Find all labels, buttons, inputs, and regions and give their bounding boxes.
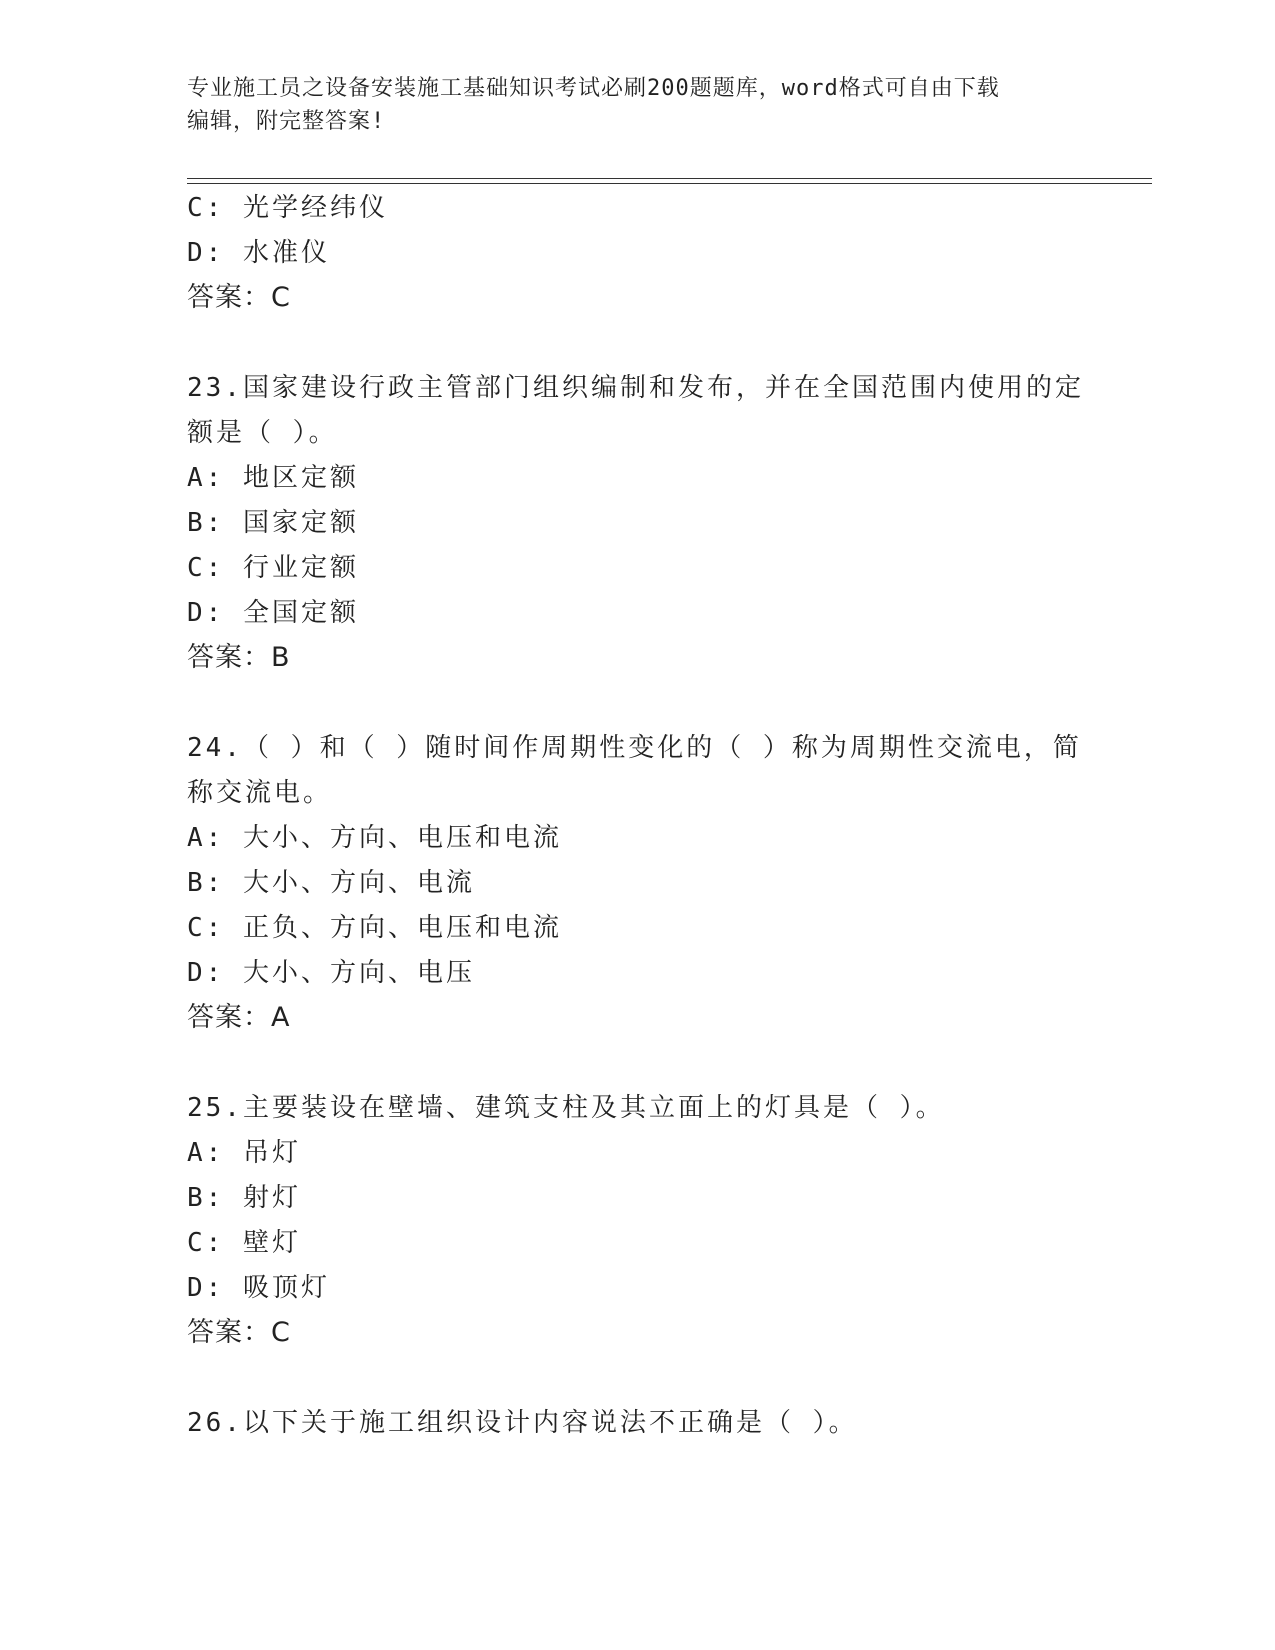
header-rule-top: [187, 178, 1152, 179]
q26-stem-line-1: 26.以下关于施工组织设计内容说法不正确是（ ）。: [187, 1408, 858, 1438]
prev-option-c: C: 光学经纬仪: [187, 193, 388, 223]
q23-answer: 答案：B: [187, 642, 291, 673]
q25-option-d: D: 吸顶灯: [187, 1273, 330, 1303]
q24-option-b: B: 大小、方向、电流: [187, 868, 475, 898]
q23-option-b: B: 国家定额: [187, 508, 359, 538]
q23-option-d: D: 全国定额: [187, 598, 359, 628]
q24-stem-line-1: 24.（ ）和（ ）随时间作周期性变化的（ ）称为周期性交流电，简: [187, 733, 1082, 763]
q25-answer: 答案：C: [187, 1317, 291, 1348]
prev-answer: 答案：C: [187, 282, 291, 313]
prev-option-d: D: 水准仪: [187, 238, 330, 268]
q24-answer: 答案：A: [187, 1002, 291, 1033]
q24-stem-line-2: 称交流电。: [187, 778, 333, 808]
q25-option-c: C: 壁灯: [187, 1228, 301, 1258]
q23-option-a: A: 地区定额: [187, 463, 359, 493]
header-line-1: 专业施工员之设备安装施工基础知识考试必刷200题题库，word格式可自由下载: [187, 76, 1000, 101]
q24-option-d: D: 大小、方向、电压: [187, 958, 475, 988]
header-line-2: 编辑，附完整答案!: [187, 109, 386, 134]
q24-option-a: A: 大小、方向、电压和电流: [187, 823, 562, 853]
document-header: [187, 72, 1087, 138]
q23-stem-line-1: 23.国家建设行政主管部门组织编制和发布，并在全国范围内使用的定: [187, 373, 1084, 403]
q25-option-b: B: 射灯: [187, 1183, 301, 1213]
q24-option-c: C: 正负、方向、电压和电流: [187, 913, 562, 943]
q25-stem-line-1: 25.主要装设在壁墙、建筑支柱及其立面上的灯具是（ ）。: [187, 1093, 945, 1123]
header-rule-bottom: [187, 183, 1152, 184]
q23-option-c: C: 行业定额: [187, 553, 359, 583]
q23-stem-line-2: 额是（ ）。: [187, 418, 338, 448]
q25-option-a: A: 吊灯: [187, 1138, 301, 1168]
